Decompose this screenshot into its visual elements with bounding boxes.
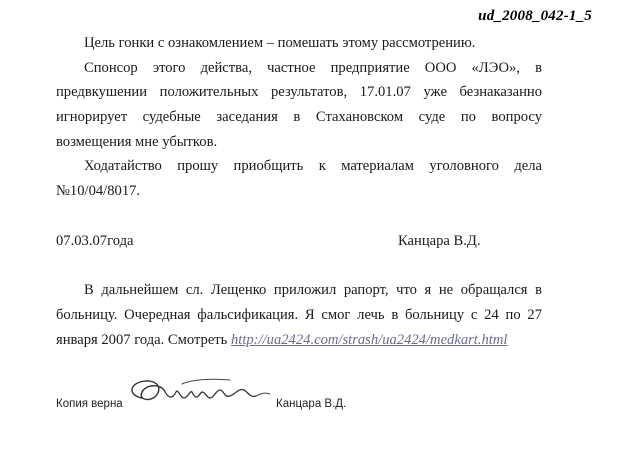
text-line-3: предвкушении положительных результатов, 17.01.07 уже безнаказанно [56, 84, 542, 100]
copy-signer-name: Канцара В.Д. [276, 398, 347, 410]
handwritten-signature-icon [120, 368, 280, 416]
copy-certified-label: Копия верна [56, 398, 123, 410]
text-line-10-text: января 2007 года. Смотреть [56, 332, 228, 348]
text-line-7: №10/04/8017. [56, 183, 141, 199]
text-line-1: Цель гонки с ознакомлением – помешать этому рассмотрению. [84, 35, 476, 51]
text-line-8: В дальнейшем сл. Лещенко приложил рапорт, что я не обращался в [84, 282, 542, 298]
text-line-2: Спонсор этого действа, частное предприятие ООО «ЛЭО», в [84, 60, 542, 76]
medkart-link[interactable]: http://ua2424.com/strash/ua2424/medkart.html [230, 332, 508, 348]
signer-name: Канцара В.Д. [398, 233, 481, 249]
document-date: 07.03.07года [56, 233, 134, 249]
document-id-stamp: ud_2008_042-1_5 [478, 8, 592, 24]
text-line-6: Ходатайство прошу приобщить к материалам уголовного дела [84, 158, 542, 174]
text-line-9: больницу. Очередная фальсификация. Я смог лечь в больницу с 24 по 27 [56, 307, 542, 323]
text-line-10 [56, 332, 542, 349]
text-line-5: возмещения мне убытков. [56, 134, 218, 150]
text-line-4: игнорирует судебные заседания в Стахановском суде по вопросу [56, 109, 542, 125]
